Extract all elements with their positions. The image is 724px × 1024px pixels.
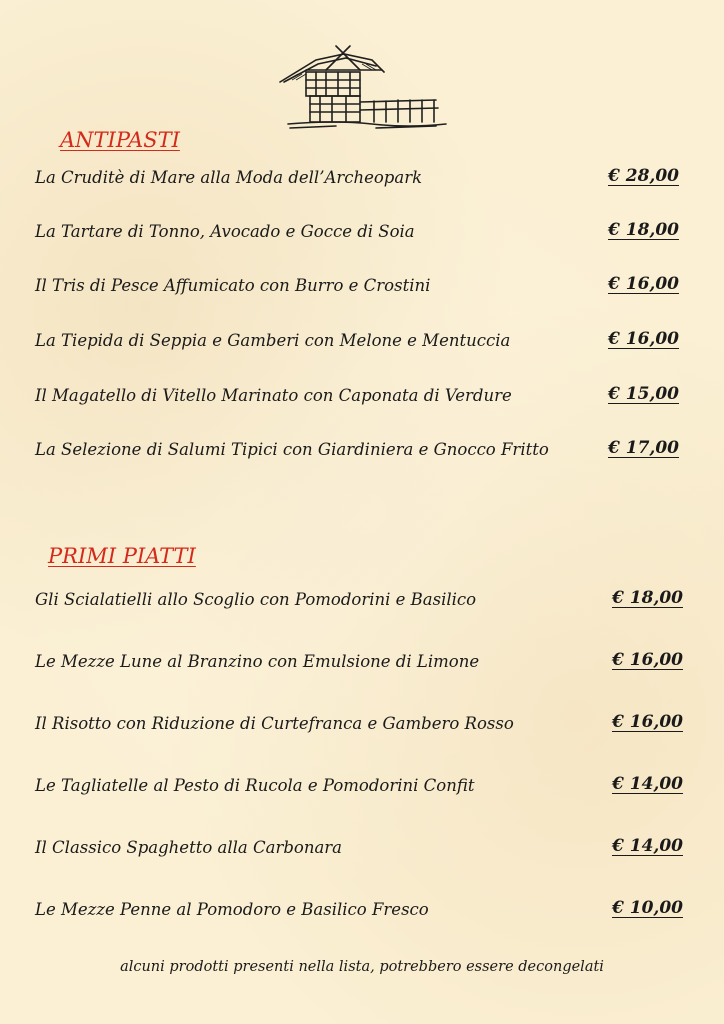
item-name: Il Magatello di Vitello Marinato con Caponata di Verdure [35, 386, 512, 405]
item-name: Le Mezze Lune al Branzino con Emulsione di Limone [35, 652, 480, 671]
item-price: € 10,00 [612, 898, 683, 918]
item-name: Il Classico Spaghetto alla Carbonara [35, 838, 343, 857]
item-name: Il Tris di Pesce Affumicato con Burro e Crostini [35, 276, 431, 295]
item-name: Le Mezze Penne al Pomodoro e Basilico Fresco [35, 900, 429, 919]
menu-item [35, 167, 707, 191]
item-price: € 18,00 [612, 588, 683, 608]
menu-item [35, 385, 707, 409]
section-title-antipasti: ANTIPASTI [60, 128, 180, 152]
item-name: Gli Scialatielli allo Scoglio con Pomodorini e Basilico [35, 590, 477, 609]
menu-item [35, 899, 707, 923]
item-name: La Cruditè di Mare alla Moda dell’Archeopark [35, 168, 423, 187]
menu-item [35, 589, 707, 613]
item-price: € 16,00 [612, 712, 683, 732]
chalet-building-icon [276, 44, 452, 132]
menu-item [35, 651, 707, 675]
item-name: La Selezione di Salumi Tipici con Giardiniera e Gnocco Fritto [35, 440, 549, 459]
menu-item [35, 275, 707, 299]
menu-item [35, 330, 707, 354]
item-price: € 14,00 [612, 774, 683, 794]
item-name: Le Tagliatelle al Pesto di Rucola e Pomodorini Confit [35, 776, 475, 795]
item-name: Il Risotto con Riduzione di Curtefranca e Gambero Rosso [35, 714, 514, 733]
item-price: € 16,00 [608, 329, 679, 349]
item-price: € 15,00 [608, 384, 679, 404]
section-title-primi-piatti: PRIMI PIATTI [48, 544, 196, 568]
menu-item [35, 439, 707, 463]
item-name: La Tiepida di Seppia e Gamberi con Melone e Mentuccia [35, 331, 511, 350]
item-price: € 16,00 [608, 274, 679, 294]
menu-item [35, 713, 707, 737]
item-name: La Tartare di Tonno, Avocado e Gocce di Soia [35, 222, 415, 241]
footnote: alcuni prodotti presenti nella lista, potrebbero essere decongelati [120, 959, 604, 975]
item-price: € 14,00 [612, 836, 683, 856]
menu-item [35, 221, 707, 245]
item-price: € 18,00 [608, 220, 679, 240]
menu-item [35, 837, 707, 861]
menu-item [35, 775, 707, 799]
item-price: € 16,00 [612, 650, 683, 670]
item-price: € 28,00 [608, 166, 679, 186]
item-price: € 17,00 [608, 438, 679, 458]
